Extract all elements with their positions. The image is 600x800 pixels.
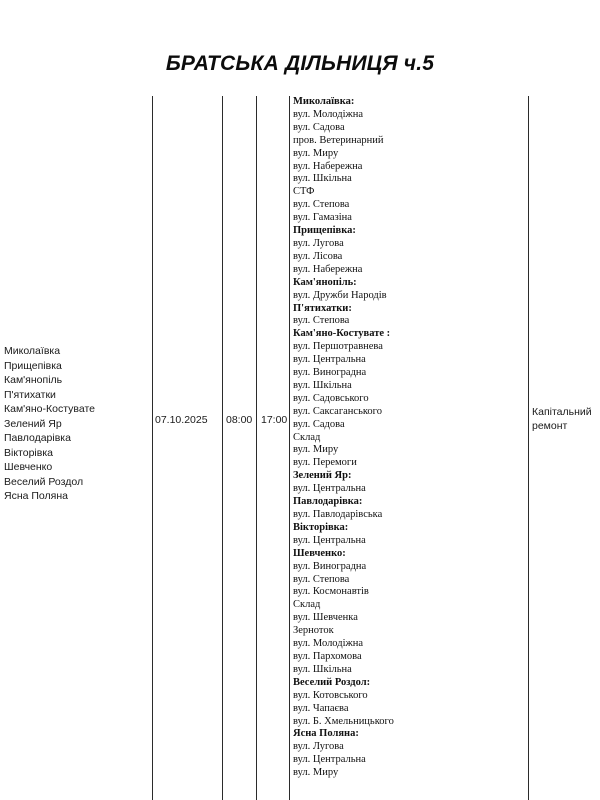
- street-item: вул. Центральна: [293, 534, 366, 546]
- street-item: вул. Центральна: [293, 754, 366, 766]
- street-item: вул. Садова: [293, 121, 345, 133]
- settlement-name: Кам'янопіль: [4, 374, 63, 386]
- settlement-name: Кам'яно-Костувате: [4, 403, 95, 415]
- street-item: вул. Б. Хмельницького: [293, 715, 394, 727]
- village-heading: Павлодарівка:: [293, 496, 363, 508]
- column-divider: [152, 96, 153, 800]
- street-item: вул. Саксаганського: [293, 405, 382, 417]
- village-heading: Шевченко:: [293, 547, 346, 559]
- street-item: пров. Ветеринарний: [293, 134, 384, 146]
- street-item: вул. Шевченка: [293, 612, 358, 624]
- street-item: вул. Космонавтів: [293, 586, 369, 598]
- time-end: 17:00: [261, 414, 288, 426]
- outage-date: 07.10.2025: [155, 414, 208, 426]
- street-item: вул. Виноградна: [293, 367, 367, 379]
- street-item: вул. Виноградна: [293, 560, 367, 572]
- street-item: вул. Молодіжна: [293, 108, 364, 120]
- street-item: СТФ: [293, 186, 315, 198]
- street-item: вул. Котовського: [293, 689, 368, 701]
- street-item: Склад: [293, 431, 321, 443]
- street-item: вул. Степова: [293, 199, 350, 211]
- street-item: вул. Набережна: [293, 160, 363, 172]
- street-item: вул. Миру: [293, 147, 339, 159]
- settlement-name: Веселий Роздол: [4, 475, 84, 488]
- village-heading: Кам'янопіль:: [293, 276, 357, 288]
- street-item: Склад: [293, 599, 321, 611]
- street-item: вул. Першотравнева: [293, 341, 383, 353]
- street-item: вул. Перемоги: [293, 457, 357, 469]
- village-heading: Прищепівка:: [293, 225, 356, 237]
- street-item: вул. Садова: [293, 418, 345, 430]
- settlement-name: Прищепівка: [4, 359, 62, 372]
- street-item: вул. Шкільна: [293, 173, 352, 185]
- column-divider: [528, 96, 529, 800]
- street-item: вул. Молодіжна: [293, 638, 364, 650]
- street-item: вул. Гамазіна: [293, 212, 352, 224]
- street-item: вул. Лугова: [293, 237, 344, 249]
- street-item: вул. Лісова: [293, 250, 343, 262]
- settlement-name: П'ятихатки: [4, 388, 56, 401]
- outage-reason: Капітальний ремонт: [532, 406, 592, 432]
- village-heading: Зелений Яр:: [293, 470, 352, 482]
- settlement-name: Павлодарівка: [4, 432, 71, 444]
- page-title: БРАТСЬКА ДІЛЬНИЦЯ ч.5: [165, 52, 435, 75]
- village-heading: Веселий Роздол:: [293, 676, 371, 688]
- settlement-name: Зелений Яр: [4, 417, 62, 430]
- street-item: вул. Шкільна: [293, 379, 352, 391]
- street-item: вул. Миру: [293, 444, 339, 456]
- village-heading: Ясна Поляна:: [293, 728, 359, 740]
- street-item: вул. Чапаєва: [293, 702, 349, 714]
- settlement-name: Шевченко: [4, 461, 53, 473]
- street-item: вул. Шкільна: [293, 663, 352, 675]
- street-item: вул. Центральна: [293, 354, 366, 366]
- settlement-name: Ясна Поляна: [4, 490, 68, 502]
- street-item: вул. Степова: [293, 573, 350, 585]
- time-start: 08:00: [226, 414, 253, 426]
- street-item: вул. Степова: [293, 315, 350, 327]
- settlements-list: [4, 344, 95, 504]
- street-item: Зерноток: [293, 625, 334, 637]
- street-item: вул. Лугова: [293, 741, 344, 753]
- streets-list: [293, 96, 525, 780]
- street-item: вул. Дружби Народів: [293, 289, 387, 301]
- village-heading: Вікторівка:: [293, 521, 349, 533]
- settlement-name: Вікторівка: [4, 446, 53, 459]
- village-heading: Кам'яно-Костувате :: [293, 328, 391, 340]
- street-item: вул. Павлодарівська: [293, 509, 383, 520]
- street-item: вул. Садовського: [293, 392, 369, 404]
- street-item: вул. Миру: [293, 767, 339, 779]
- column-divider: [289, 96, 290, 800]
- settlement-name: Миколаївка: [4, 345, 61, 357]
- village-heading: Миколаївка:: [293, 96, 355, 107]
- column-divider: [222, 96, 223, 800]
- street-item: вул. Пархомова: [293, 650, 362, 662]
- street-item: вул. Центральна: [293, 483, 366, 495]
- village-heading: П'ятихатки:: [293, 302, 352, 314]
- street-item: вул. Набережна: [293, 263, 363, 275]
- column-divider: [256, 96, 257, 800]
